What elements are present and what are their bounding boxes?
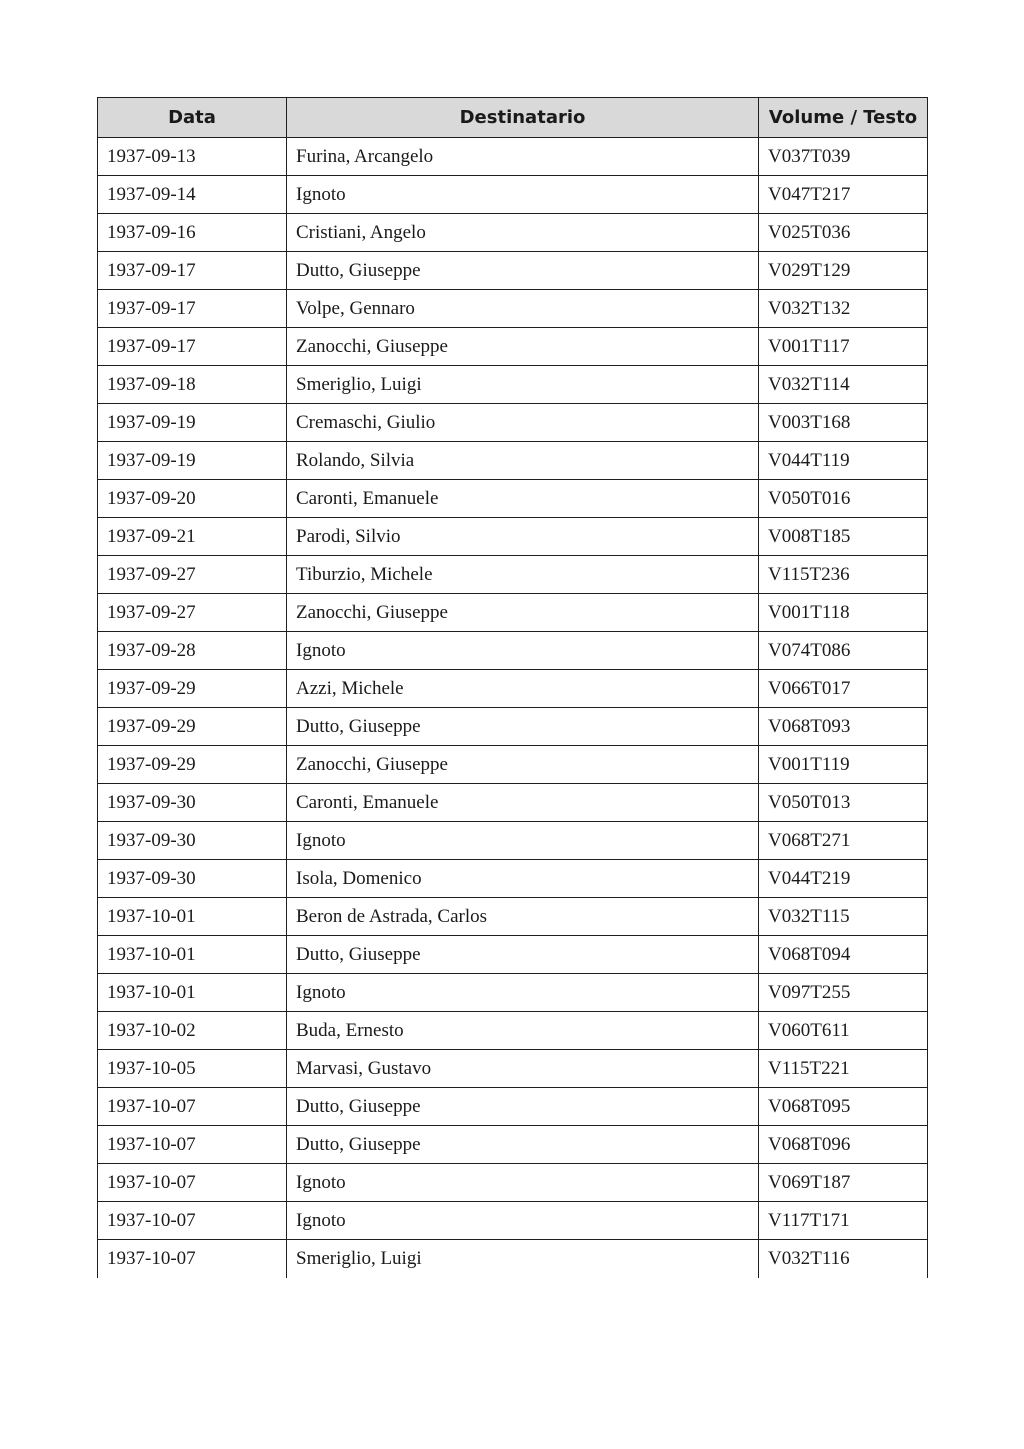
cell-date: 1937-10-07 <box>98 1126 287 1164</box>
cell-volume-text: V001T118 <box>759 594 928 632</box>
cell-recipient: Tiburzio, Michele <box>287 556 759 594</box>
cell-volume-text: V074T086 <box>759 632 928 670</box>
cell-date: 1937-09-17 <box>98 252 287 290</box>
cell-date: 1937-10-07 <box>98 1202 287 1240</box>
table-body <box>98 138 928 1278</box>
cell-recipient: Ignoto <box>287 822 759 860</box>
cell-volume-text: V037T039 <box>759 138 928 176</box>
cell-date: 1937-10-07 <box>98 1240 287 1278</box>
cell-recipient: Dutto, Giuseppe <box>287 1126 759 1164</box>
table-row <box>98 784 928 822</box>
cell-date: 1937-09-13 <box>98 138 287 176</box>
table-row <box>98 708 928 746</box>
table-row <box>98 404 928 442</box>
cell-recipient: Beron de Astrada, Carlos <box>287 898 759 936</box>
cell-recipient: Dutto, Giuseppe <box>287 936 759 974</box>
cell-recipient: Dutto, Giuseppe <box>287 1088 759 1126</box>
table-row <box>98 138 928 176</box>
cell-date: 1937-10-05 <box>98 1050 287 1088</box>
cell-date: 1937-10-02 <box>98 1012 287 1050</box>
cell-recipient: Cristiani, Angelo <box>287 214 759 252</box>
table-row <box>98 214 928 252</box>
cell-recipient: Smeriglio, Luigi <box>287 366 759 404</box>
table-row <box>98 822 928 860</box>
cell-volume-text: V008T185 <box>759 518 928 556</box>
letters-table <box>97 97 928 1278</box>
cell-volume-text: V032T115 <box>759 898 928 936</box>
cell-recipient: Zanocchi, Giuseppe <box>287 746 759 784</box>
cell-recipient: Zanocchi, Giuseppe <box>287 328 759 366</box>
cell-date: 1937-10-07 <box>98 1164 287 1202</box>
table-row <box>98 480 928 518</box>
cell-recipient: Ignoto <box>287 1202 759 1240</box>
cell-date: 1937-09-29 <box>98 670 287 708</box>
table-row <box>98 1202 928 1240</box>
cell-date: 1937-10-01 <box>98 974 287 1012</box>
table-row <box>98 594 928 632</box>
cell-recipient: Volpe, Gennaro <box>287 290 759 328</box>
cell-recipient: Smeriglio, Luigi <box>287 1240 759 1278</box>
cell-volume-text: V025T036 <box>759 214 928 252</box>
table-row <box>98 746 928 784</box>
table-row <box>98 936 928 974</box>
cell-volume-text: V068T095 <box>759 1088 928 1126</box>
cell-date: 1937-10-01 <box>98 898 287 936</box>
cell-recipient: Buda, Ernesto <box>287 1012 759 1050</box>
cell-volume-text: V001T117 <box>759 328 928 366</box>
cell-date: 1937-09-27 <box>98 556 287 594</box>
table-row <box>98 974 928 1012</box>
cell-recipient: Cremaschi, Giulio <box>287 404 759 442</box>
document-page <box>97 97 927 1278</box>
cell-volume-text: V029T129 <box>759 252 928 290</box>
table-row <box>98 1164 928 1202</box>
cell-volume-text: V050T016 <box>759 480 928 518</box>
cell-recipient: Dutto, Giuseppe <box>287 708 759 746</box>
cell-date: 1937-09-30 <box>98 822 287 860</box>
cell-recipient: Parodi, Silvio <box>287 518 759 556</box>
cell-date: 1937-09-27 <box>98 594 287 632</box>
cell-recipient: Ignoto <box>287 974 759 1012</box>
cell-volume-text: V117T171 <box>759 1202 928 1240</box>
table-row <box>98 176 928 214</box>
table-row <box>98 1088 928 1126</box>
cell-date: 1937-09-28 <box>98 632 287 670</box>
cell-volume-text: V060T611 <box>759 1012 928 1050</box>
cell-recipient: Furina, Arcangelo <box>287 138 759 176</box>
cell-recipient: Rolando, Silvia <box>287 442 759 480</box>
cell-date: 1937-09-30 <box>98 784 287 822</box>
cell-date: 1937-09-17 <box>98 328 287 366</box>
cell-date: 1937-10-07 <box>98 1088 287 1126</box>
cell-recipient: Ignoto <box>287 632 759 670</box>
cell-date: 1937-09-17 <box>98 290 287 328</box>
cell-volume-text: V044T119 <box>759 442 928 480</box>
cell-date: 1937-09-14 <box>98 176 287 214</box>
cell-volume-text: V068T094 <box>759 936 928 974</box>
cell-recipient: Isola, Domenico <box>287 860 759 898</box>
cell-volume-text: V003T168 <box>759 404 928 442</box>
cell-volume-text: V115T236 <box>759 556 928 594</box>
cell-volume-text: V032T114 <box>759 366 928 404</box>
column-header-volume-text: Volume / Testo <box>759 98 928 138</box>
table-row <box>98 1240 928 1278</box>
column-header-recipient: Destinatario <box>287 98 759 138</box>
cell-volume-text: V068T093 <box>759 708 928 746</box>
table-row <box>98 290 928 328</box>
cell-date: 1937-09-21 <box>98 518 287 556</box>
table-row <box>98 442 928 480</box>
column-header-date: Data <box>98 98 287 138</box>
table-row <box>98 670 928 708</box>
cell-volume-text: V066T017 <box>759 670 928 708</box>
table-row <box>98 556 928 594</box>
cell-volume-text: V044T219 <box>759 860 928 898</box>
cell-recipient: Marvasi, Gustavo <box>287 1050 759 1088</box>
table-row <box>98 518 928 556</box>
cell-volume-text: V032T116 <box>759 1240 928 1278</box>
cell-volume-text: V050T013 <box>759 784 928 822</box>
cell-recipient: Ignoto <box>287 1164 759 1202</box>
cell-volume-text: V001T119 <box>759 746 928 784</box>
cell-date: 1937-10-01 <box>98 936 287 974</box>
cell-volume-text: V068T271 <box>759 822 928 860</box>
cell-volume-text: V115T221 <box>759 1050 928 1088</box>
table-row <box>98 328 928 366</box>
cell-date: 1937-09-19 <box>98 404 287 442</box>
header-row <box>98 98 928 138</box>
cell-volume-text: V097T255 <box>759 974 928 1012</box>
cell-recipient: Caronti, Emanuele <box>287 480 759 518</box>
cell-volume-text: V032T132 <box>759 290 928 328</box>
cell-recipient: Dutto, Giuseppe <box>287 252 759 290</box>
cell-volume-text: V047T217 <box>759 176 928 214</box>
cell-date: 1937-09-18 <box>98 366 287 404</box>
table-row <box>98 632 928 670</box>
cell-date: 1937-09-29 <box>98 746 287 784</box>
cell-date: 1937-09-19 <box>98 442 287 480</box>
table-row <box>98 898 928 936</box>
cell-recipient: Zanocchi, Giuseppe <box>287 594 759 632</box>
cell-date: 1937-09-30 <box>98 860 287 898</box>
table-header <box>98 98 928 138</box>
table-row <box>98 252 928 290</box>
cell-recipient: Caronti, Emanuele <box>287 784 759 822</box>
cell-recipient: Ignoto <box>287 176 759 214</box>
cell-date: 1937-09-20 <box>98 480 287 518</box>
table-row <box>98 860 928 898</box>
table-row <box>98 366 928 404</box>
cell-date: 1937-09-29 <box>98 708 287 746</box>
cell-volume-text: V069T187 <box>759 1164 928 1202</box>
cell-date: 1937-09-16 <box>98 214 287 252</box>
table-row <box>98 1012 928 1050</box>
cell-volume-text: V068T096 <box>759 1126 928 1164</box>
cell-recipient: Azzi, Michele <box>287 670 759 708</box>
table-row <box>98 1126 928 1164</box>
table-row <box>98 1050 928 1088</box>
